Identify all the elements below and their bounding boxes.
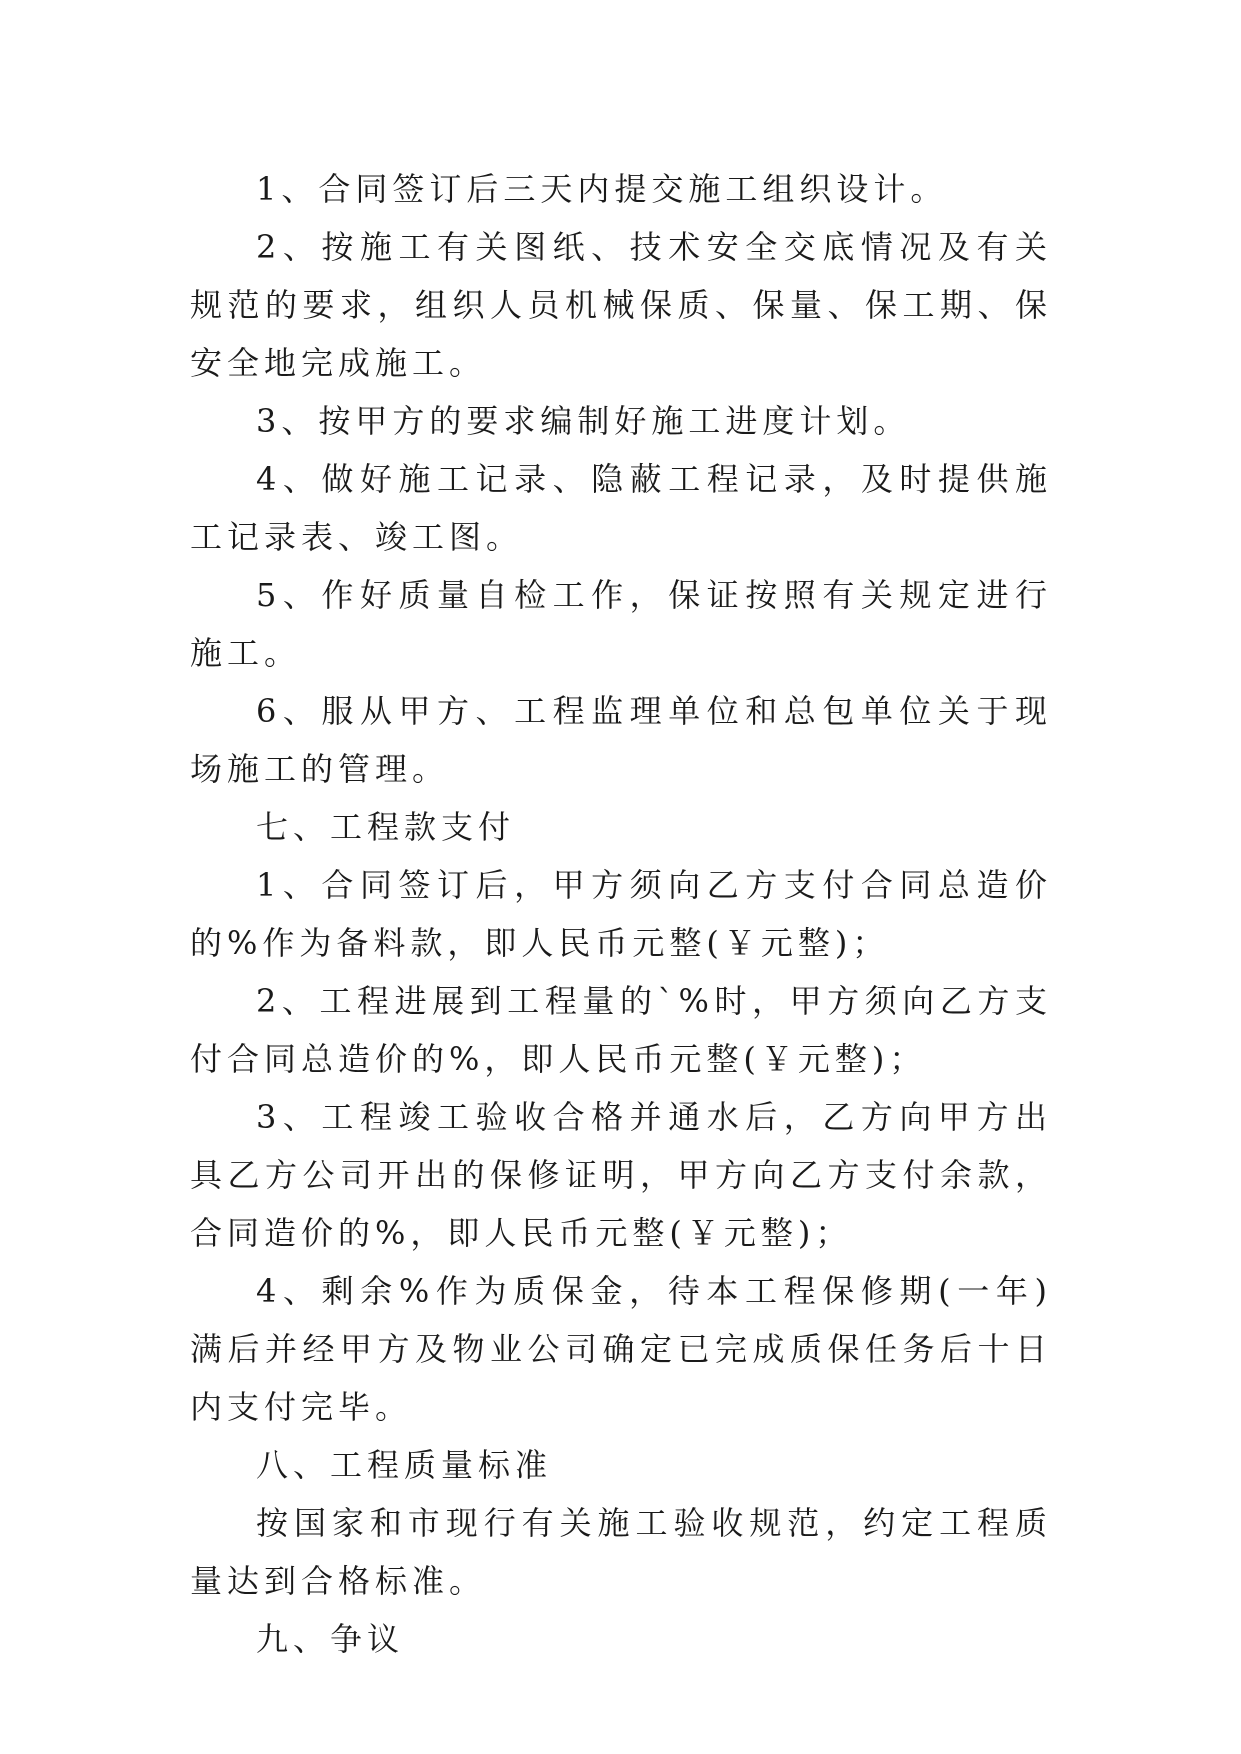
paragraph-contractor-duty-1: 1、合同签订后三天内提交施工组织设计。 <box>256 170 948 208</box>
paragraph-payment-2: 2、工程进展到工程量的`%时，甲方须向乙方支付合同总造价的%，即人民币元整(￥元整)； <box>190 982 1052 1078</box>
paragraph-contractor-duty-5: 5、作好质量自检工作，保证按照有关规定进行施工。 <box>190 576 1052 672</box>
paragraph-payment-4: 4、剩余%作为质保金，待本工程保修期(一年)满后并经甲方及物业公司确定已完成质保任务后十日内支付完毕。 <box>190 1272 1052 1426</box>
paragraph-contractor-duty-2: 2、按施工有关图纸、技术安全交底情况及有关规范的要求，组织人员机械保质、保量、保工期、保安全地完成施工。 <box>190 228 1052 382</box>
paragraph-payment-1: 1、合同签订后，甲方须向乙方支付合同总造价的%作为备料款，即人民币元整(￥元整)； <box>190 866 1052 962</box>
paragraph-quality-standard: 按国家和市现行有关施工验收规范，约定工程质量达到合格标准。 <box>190 1504 1052 1600</box>
paragraph-contractor-duty-4: 4、做好施工记录、隐蔽工程记录，及时提供施工记录表、竣工图。 <box>190 460 1052 556</box>
paragraph-payment-3: 3、工程竣工验收合格并通水后，乙方向甲方出具乙方公司开出的保修证明，甲方向乙方支付余款，合同造价的%，即人民币元整(￥元整)； <box>190 1098 1052 1252</box>
paragraph-contractor-duty-3: 3、按甲方的要求编制好施工进度计划。 <box>256 402 911 440</box>
section-heading-dispute: 九、争议 <box>256 1620 405 1658</box>
section-heading-quality: 八、工程质量标准 <box>256 1446 553 1484</box>
section-heading-payment: 七、工程款支付 <box>256 808 516 846</box>
document-body <box>190 160 1052 1668</box>
paragraph-contractor-duty-6: 6、服从甲方、工程监理单位和总包单位关于现场施工的管理。 <box>190 692 1052 788</box>
